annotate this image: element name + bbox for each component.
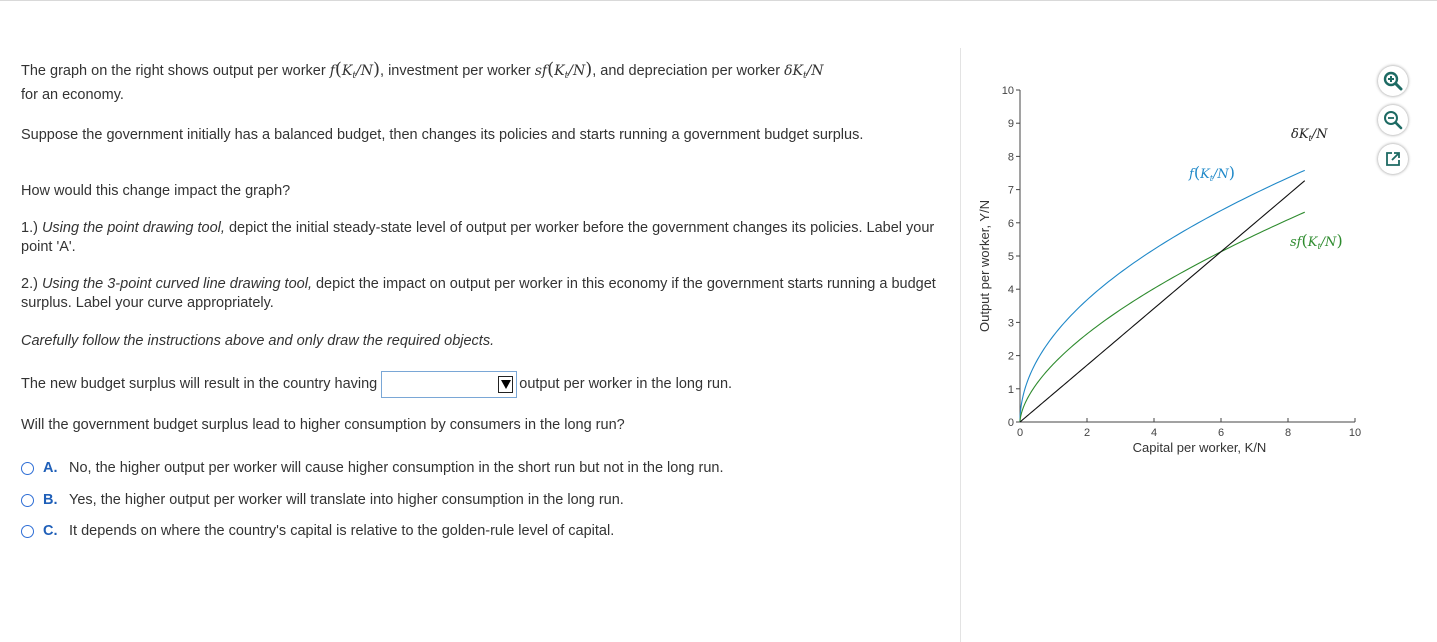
output-dropdown[interactable]: [381, 371, 517, 398]
zoom-in-button[interactable]: [1378, 66, 1408, 96]
zoom-out-icon: [1383, 110, 1403, 130]
f-expression: $f(K_t/N)$: [329, 59, 381, 81]
top-border: [0, 0, 1437, 1]
x-tick-label: 10: [1348, 427, 1362, 439]
panel-divider: [960, 48, 961, 642]
dropdown-arrow-icon[interactable]: [498, 376, 513, 393]
depreciation-line: [1020, 181, 1305, 422]
pop-out-button[interactable]: [1378, 144, 1408, 174]
solow-graph[interactable]: [965, 70, 1375, 470]
output-curve: [1020, 170, 1305, 422]
x-tick-label: 6: [1217, 427, 1225, 439]
radio-c-icon[interactable]: [21, 525, 34, 538]
y-axis-label: Output per worker, Y/N: [977, 200, 992, 332]
option-b[interactable]: B. Yes, the higher output per worker will translate into higher consumption in the long run.: [21, 490, 624, 510]
zoom-in-icon: [1383, 71, 1403, 91]
instruction-1: 1.) Using the point drawing tool, depict the initial steady-state level of output per worker before the government changes its policies. Label your point 'A'.: [21, 220, 935, 255]
consumption-question: Will the government budget surplus lead to higher consumption by consumers in the long run?: [21, 417, 625, 433]
y-tick-label: 0: [1007, 417, 1014, 429]
dropdown-sentence: The new budget surplus will result in the country having output per worker in the long run.: [21, 369, 951, 399]
paragraph-question: How would this change impact the graph?: [21, 183, 291, 199]
y-tick-label: 2: [1007, 350, 1014, 363]
radio-b-icon[interactable]: [21, 494, 34, 507]
sf-expression: $sf(K_t/N)$: [534, 59, 593, 81]
intro-paragraph: The graph on the right shows output per worker $f(K_t/N)$, investment per worker $sf(K_t/N)$, and depreciation per worker $\delta K_t/N$ for an economy.: [21, 59, 824, 103]
x-tick-label: 2: [1083, 427, 1091, 439]
x-tick-label: 8: [1284, 427, 1292, 439]
investment-curve-label: $sf(K_t/N)$: [1290, 231, 1343, 251]
x-tick-label: 0: [1016, 427, 1024, 439]
y-tick-label: 9: [1007, 118, 1014, 131]
x-axis-label: Capital per worker, K/N: [1132, 440, 1267, 455]
instruction-2: 2.) Using the 3-point curved line drawing tool, depict the impact on output per worker in this economy if the government starts running a budget surplus. Label your curve appropriately.: [21, 276, 936, 311]
y-tick-label: 3: [1007, 317, 1014, 330]
instruction-note: Carefully follow the instructions above and only draw the required objects.: [21, 333, 495, 349]
radio-a-icon[interactable]: [21, 462, 34, 475]
y-tick-label: 1: [1007, 383, 1014, 396]
delta-expression: $\delta K_t/N$: [784, 63, 824, 81]
external-link-icon: [1384, 150, 1402, 168]
option-a[interactable]: A. No, the higher output per worker will cause higher consumption in the short run but not in the long run.: [21, 458, 724, 478]
depreciation-line-label: $\delta K_t/N$: [1291, 127, 1328, 143]
y-tick-label: 6: [1007, 217, 1014, 230]
y-tick-label: 5: [1007, 251, 1014, 263]
y-tick-label: 8: [1007, 151, 1014, 164]
paragraph-budget: Suppose the government initially has a balanced budget, then changes its policies and starts running a government budget surplus.: [21, 127, 864, 143]
y-tick-label: 7: [1007, 184, 1014, 197]
graph-toolbar: [1378, 66, 1408, 183]
option-c[interactable]: C. It depends on where the country's capital is relative to the golden-rule level of capital.: [21, 521, 614, 541]
y-tick-label: 4: [1007, 284, 1014, 297]
x-tick-label: 4: [1150, 427, 1158, 439]
y-tick-label: 10: [1001, 85, 1014, 97]
output-curve-label: $f(K_t/N)$: [1189, 163, 1236, 183]
zoom-out-button[interactable]: [1378, 105, 1408, 135]
